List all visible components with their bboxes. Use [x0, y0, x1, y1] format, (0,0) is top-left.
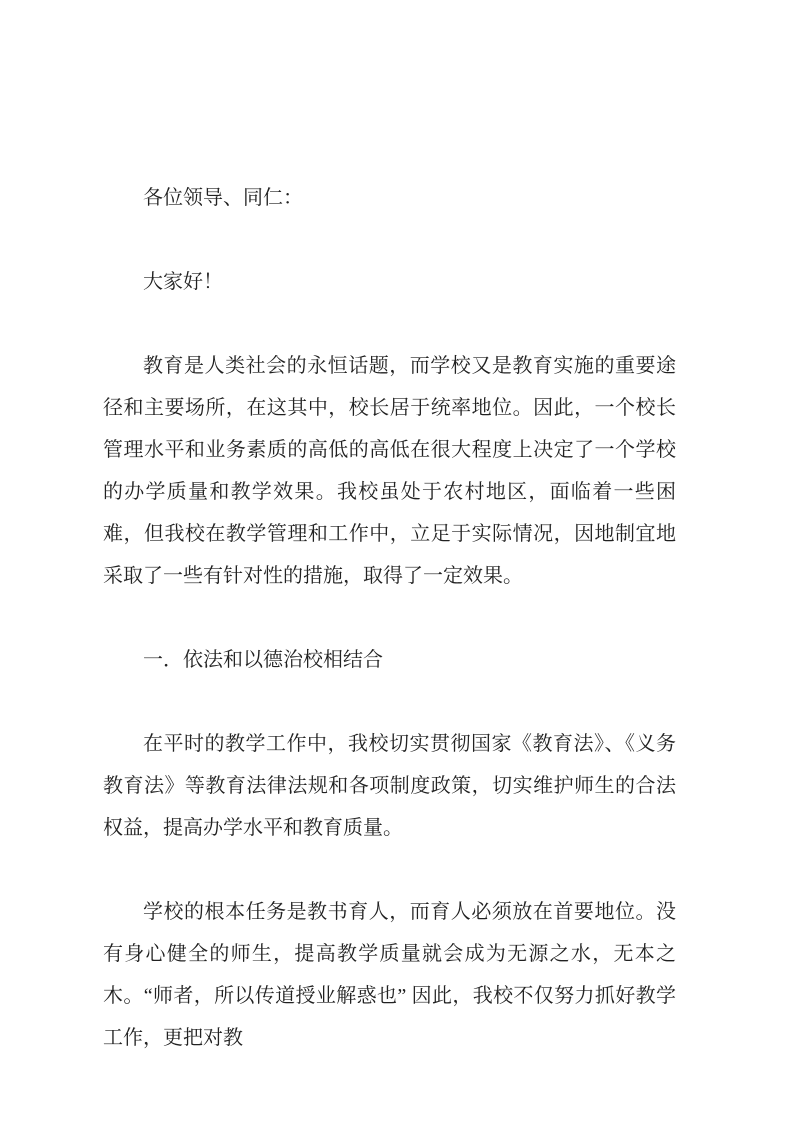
- document-text-block: [103, 177, 676, 1059]
- body-paragraph-education: 学校的根本任务是教书育人，而育人必须放在首要地位。没有身心健全的师生，提高教学质量就会成为无源之水，无本之木。“师者，所以传道授业解惑也” 因此，我校不仅努力抓好教学工作，更把对教: [103, 901, 676, 1049]
- section-heading-1: 一．依法和以德治校相结合: [143, 649, 383, 671]
- body-paragraph-law: 在平时的教学工作中，我校切实贯彻国家《教育法》、《义务教育法》等教育法律法规和各项制度政策，切实维护师生的合法权益，提高办学水平和教育质量。: [103, 733, 676, 839]
- greeting-line: 大家好！: [143, 271, 223, 293]
- body-paragraph-intro: 教育是人类社会的永恒话题，而学校又是教育实施的重要途径和主要场所，在这其中，校长居于统率地位。因此，一个校长管理水平和业务素质的高低的高低在很大程度上决定了一个学校的办学质量和教学效果。我校虽处于农村地区，面临着一些困难，但我校在教学管理和工作中，立足于实际情况，因地制宜地采取了一些有针对性的措施，取得了一定效果。: [103, 355, 676, 587]
- salutation-line: 各位领导、同仁：: [143, 187, 303, 209]
